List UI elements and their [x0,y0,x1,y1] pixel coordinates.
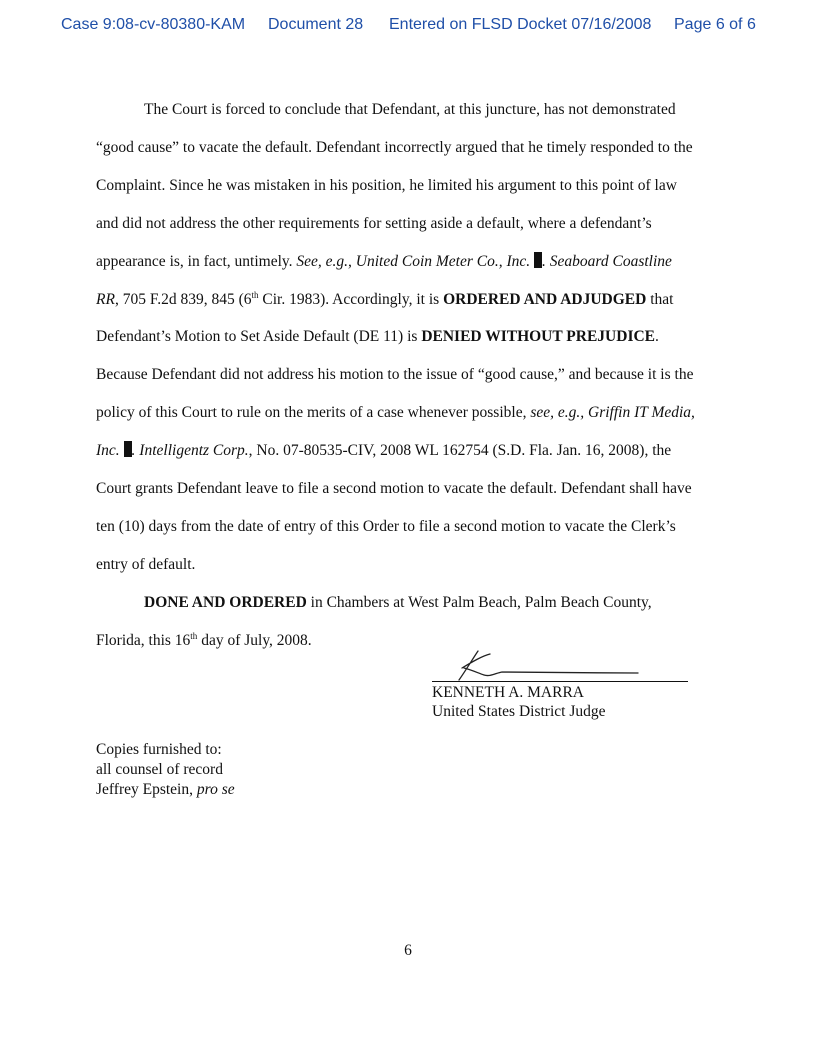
case-citation: . Seaboard Coastline [542,252,672,270]
text-run: Because Defendant did not address his motion to the issue of “good cause,” and because it is the [96,366,694,384]
text-line [96,167,721,205]
ordered-adjudged-bold: ORDERED AND ADJUDGED [443,290,647,308]
text-run: Complaint. Since he was mistaken in his position, he limited his argument to this point of law [96,176,677,194]
text-run: Jeffrey Epstein, [96,781,197,798]
text-line [96,394,721,432]
text-line [96,243,721,281]
ordinal-superscript: th [251,289,259,300]
denied-bold: DENIED WITHOUT PREJUDICE [421,328,656,346]
case-citation: . Intelligentz Corp. [131,442,249,460]
text-line [96,281,721,319]
judge-title: United States District Judge [432,703,606,720]
text-run: The Court is forced to conclude that Defendant, at this juncture, has not demonstrated [144,101,676,118]
text-line [96,470,721,508]
text-run: day of July, 2008. [197,631,312,649]
text-line [96,432,721,470]
page-number: 6 [404,942,412,959]
pro-se-italic: pro se [196,781,235,798]
text-run: Court grants Defendant leave to file a second motion to vacate the default. Defendant shall have [96,480,692,498]
text-line [96,318,721,356]
copies-furnished [96,740,235,800]
case-citation: See, e.g., United Coin Meter Co., Inc. [296,252,531,270]
judge-name: KENNETH A. MARRA [432,684,584,701]
text-line [96,129,721,167]
text-line [96,356,721,394]
case-citation: RR [96,290,115,308]
text-run: Cir. 1983). Accordingly, it is [258,290,444,308]
text-run: Defendant’s Motion to Set Aside Default (DE 11) is [96,328,422,346]
text-line [96,205,721,243]
text-run: and did not address the other requirements for setting aside a default, where a defendant’s [96,214,652,232]
ordinal-superscript: th [190,630,198,641]
text-run: , No. 07-80535-CIV, 2008 WL 162754 (S.D. Fla. Jan. 16, 2008), the [248,442,672,460]
copies-recipient: all counsel of record [96,761,223,778]
header-document-number: Document 28 [268,16,364,33]
text-run: appearance is, in fact, untimely. [96,252,297,270]
text-run: policy of this Court to rule on the merits of a case whenever possible, [96,404,531,422]
copies-recipient [96,780,235,800]
header-case-number: Case 9:08-cv-80380-KAM [61,16,246,33]
redaction-mark [534,252,542,268]
text-line [96,91,721,129]
done-ordered-bold: DONE AND ORDERED [144,593,307,611]
text-run: “good cause” to vacate the default. Defendant incorrectly argued that he timely responded to the [96,138,693,156]
conclusion-paragraph [96,91,721,584]
header-entered-date: Entered on FLSD Docket 07/16/2008 [389,16,652,33]
header-page-count: Page 6 of 6 [674,16,756,33]
text-line [96,508,721,546]
signature-line [432,681,688,682]
text-line [96,584,721,622]
text-run: entry of default. [96,555,196,573]
docket-header [0,16,816,40]
copies-heading: Copies furnished to: [96,741,222,758]
case-citation: Inc. [96,442,120,460]
order-body [96,91,721,660]
text-run: , 705 F.2d 839, 845 (6 [114,290,252,308]
case-citation: see, e.g., Griffin IT Media, [530,404,695,422]
text-line [96,546,721,584]
text-run: . [655,328,659,346]
text-run: ten (10) days from the date of entry of this Order to file a second motion to vacate the Clerk’s [96,517,676,535]
text-run: in Chambers at West Palm Beach, Palm Beach County, [306,593,652,611]
text-run: Florida, this 16 [96,631,191,649]
redaction-mark [124,441,132,457]
text-run: that [646,290,674,308]
judge-signature [432,646,688,684]
